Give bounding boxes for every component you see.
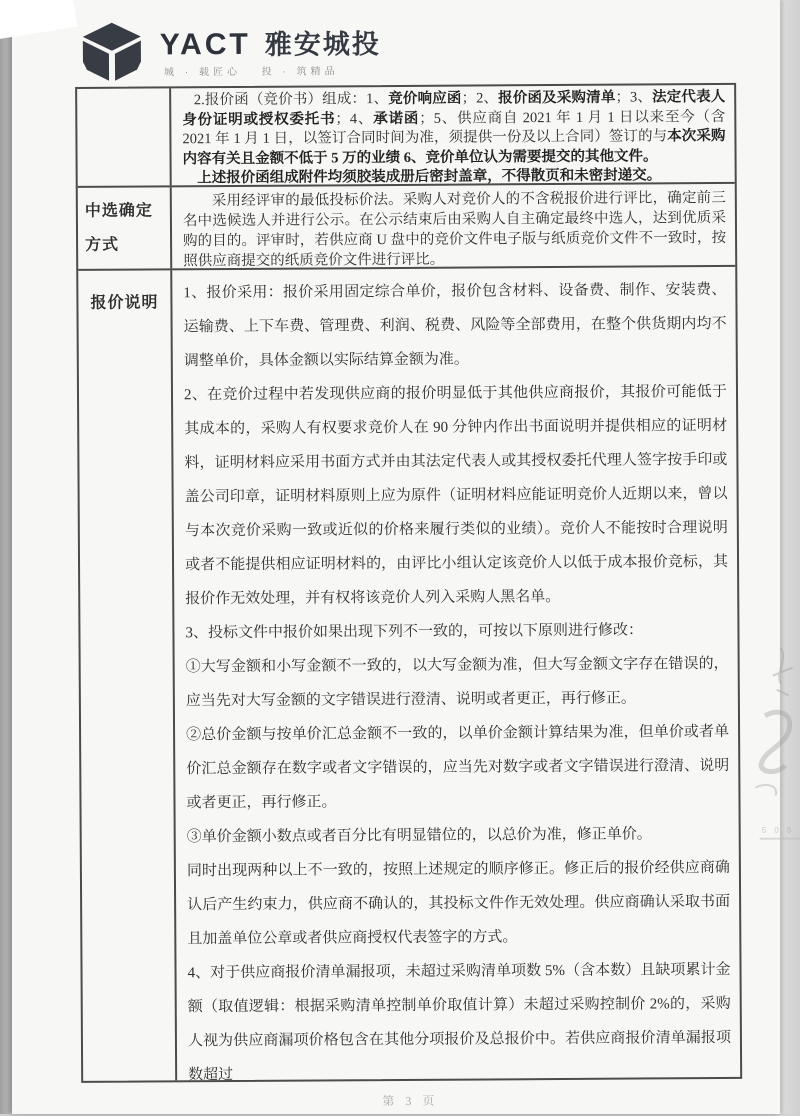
quotation-note-paragraph: 2、在竞价过程中若发现供应商的报价明显低于其他供应商报价，其报价可能低于其成本的，采购人有权要求竞价人在 90 分钟内作出书面说明并提供相应的证明材料，证明材料应采用书面方式并由其法定代表人或其授权委托代理人签字按手印或盖公司印章，证明材料原则上应为原件（证明材料应能证明竞价人近期以来，曾以与本次竞价采购一致或近似的价格来履行类似的业绩）。竞价人不能按时合理说明或者不能提供相应证明材料的，由评比小组认定该竞价人以低于成本报价竞标，其报价作无效处理，并有权将该竞价人列入采购人黑名单。 (184, 375, 728, 616)
quotation-note-paragraph: 4、对于供应商报价清单漏报项，未超过采购清单项数 5%（含本数）且缺项累计金额（取值逻辑：根据采购清单控制单价取值计算）未超过采购控制价 2%的，采购人视为供应商漏项价格包含在其他分项报价及总报价中。若供应商报价清单漏报项数超过 (187, 953, 731, 1092)
stamp-fragment-number: 5 0 5 (762, 826, 795, 835)
selection-method-text (172, 184, 735, 268)
selection-method-paragraph: 采用经评审的最低投标价法。采购人对竞价人的不含税报价进行评比，确定前三名中选候选人并进行公示。在公示结束后由采购人自主确定最终中选人，达到优质采购的目的。评审时，若供应商 U 盘中的竞价文件电子版与纸质竞价文件不一致时，按照供应商提交的纸质竞价文件进行评比。 (183, 188, 726, 271)
quotation-note-paragraph: 1、报价采用：报价采用固定综合单价，报价包含材料、设备费、制作、安装费、运输费、上下车费、管理费、利润、税费、风险等全部费用，在整个供货期内均不调整单价，具体金额以实际结算金额为准。 (183, 273, 727, 378)
text-run: 本次采购内容有关且金额不低于 5 万的业绩 6、竞价单位认为需要提交的其他文件。 (183, 128, 726, 167)
row-label-selection-method: 中选确定方式 (78, 187, 172, 269)
brand-name-cn: 雅安城投 (265, 29, 381, 60)
quotation-note-paragraph: ②总价金额与按单价汇总金额不一致的，以单价金额计算结果为准，但单价或者单价汇总金额存在数字或者文字错误的，应当先对数字或者文字错误进行澄清、说明或者更正，再行修正。 (186, 715, 730, 820)
text-run: 2.报价函（竞价书）组成：1、 (194, 91, 389, 108)
table-row-quotation-composition (77, 85, 735, 188)
quotation-composition-text (171, 85, 735, 185)
brand-name (160, 22, 381, 62)
table-row-quotation-notes (78, 267, 740, 1081)
text-run: ；5、供应商自 2021 年 1 月 1 日以来至今（含 2021 年 1 月 1 日，以签订合同时间为准，须提供一份及以上合同）签订的与 (182, 108, 725, 147)
cube-logo-icon (82, 22, 144, 87)
text-run: ；3、 (615, 89, 652, 105)
quotation-notes-text (172, 267, 740, 1080)
text-run: 法定代表人身份证明或授权委托书 (182, 89, 725, 128)
brand-name-en: YACT (160, 28, 251, 62)
quotation-note-paragraph: 3、投标文件中报价如果出现下列不一致的，可按以下原则进行修改： (185, 613, 728, 650)
text-run: 竞价响应函 (388, 91, 461, 107)
stamp-fragment-line (760, 838, 800, 840)
text-run: 报价函及采购清单 (498, 90, 615, 107)
quotation-note-paragraph: ①大写金额和小写金额不一致的，以大写金额为准，但大写金额文字存在错误的，应当先对大写金额的文字错误进行澄清、说明或者更正，再行修正。 (186, 647, 729, 718)
text-run: ；2、 (462, 90, 499, 106)
sealed-submission-note: 上述报价函组成附件均须胶装成册后密封盖章，不得散页和未密封递交。 (183, 166, 726, 189)
page-number: 第 3 页 (15, 1090, 800, 1112)
document-page (12, 0, 780, 1114)
quotation-composition-paragraph (182, 88, 725, 169)
stamp-fragment (735, 637, 800, 867)
quotation-note-paragraph: 同时出现两种以上不一致的，按照上述规定的顺序修正。修正后的报价经供应商确认后产生约束力，供应商不确认的，其投标文件作无效处理。供应商确认采取书面且加盖单位公章或者供应商授权代表签字的方式。 (187, 851, 731, 956)
bidding-terms-table (75, 83, 742, 1083)
row-label-quotation-notes: 报价说明 (78, 270, 177, 1081)
row-label-empty (77, 88, 172, 186)
text-run: 承诺函 (373, 110, 419, 126)
brand-tagline: 城 · 载匠心 投 · 筑精品 (164, 62, 339, 78)
table-row-selection-method (78, 184, 735, 271)
quotation-note-paragraph: ③单价金额小数点或者百分比有明显错位的，以总价为准，修正单价。 (187, 817, 730, 854)
text-run: ；4、 (335, 111, 373, 127)
